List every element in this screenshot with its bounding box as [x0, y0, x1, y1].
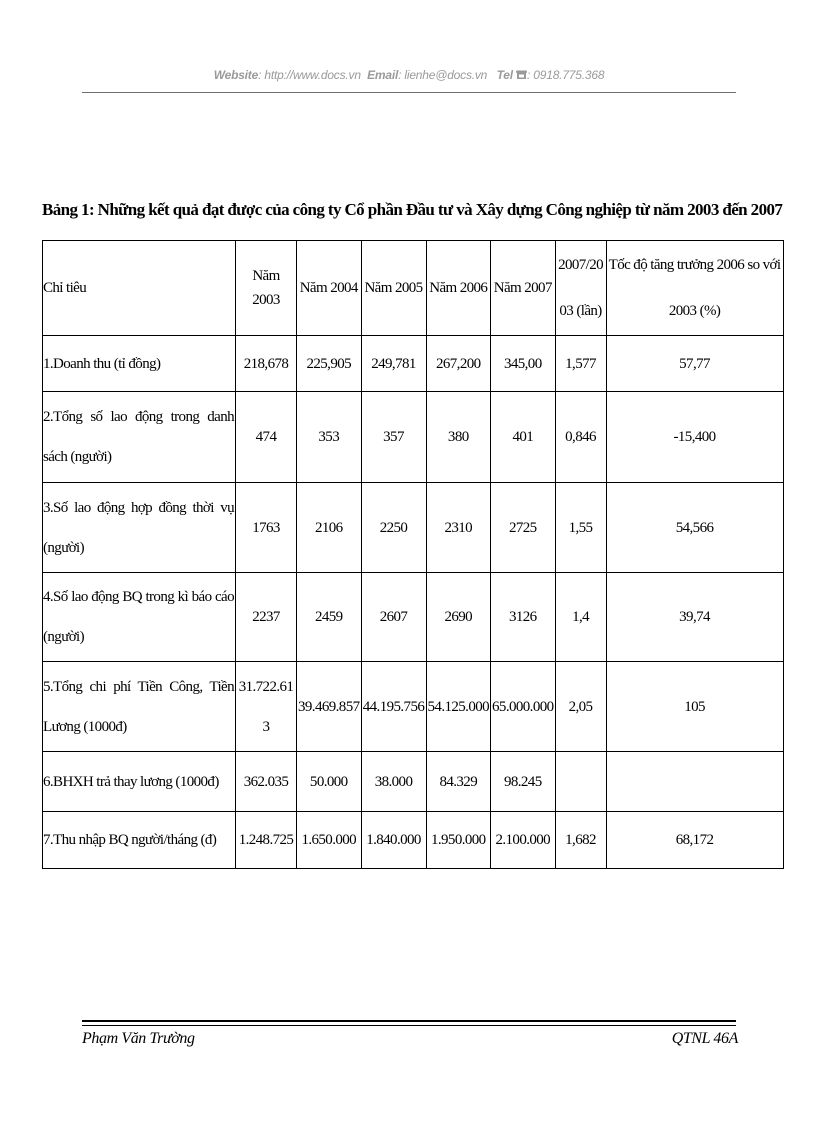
tel-label: Tel [496, 68, 513, 82]
table-cell: 2106 [297, 483, 362, 573]
footer-divider [82, 1020, 736, 1022]
column-header: Năm 2004 [297, 241, 362, 336]
table-cell: 38.000 [361, 752, 426, 812]
table-cell: 68,172 [606, 812, 783, 869]
table-cell: 57,77 [606, 336, 783, 392]
table-cell: 1.950.000 [426, 812, 491, 869]
table-cell: 44.195.756 [361, 662, 426, 752]
table-cell: 31.722.613 [236, 662, 297, 752]
table-cell: 1.248.725 [236, 812, 297, 869]
table-cell: 267,200 [426, 336, 491, 392]
column-header: Năm 2007 [491, 241, 556, 336]
indicator-cell: 1.Doanh thu (tỉ đồng) [43, 336, 236, 392]
column-header: Tốc độ tăng trưởng 2006 so với 2003 (%) [606, 241, 783, 336]
table-cell: -15,400 [606, 392, 783, 483]
table-cell: 225,905 [297, 336, 362, 392]
table-cell: 98.245 [491, 752, 556, 812]
table-cell: 50.000 [297, 752, 362, 812]
table-cell: 65.000.000 [491, 662, 556, 752]
indicator-cell: 5.Tổng chi phí Tiền Công, Tiền Lương (1000đ) [43, 662, 236, 752]
table-row [43, 662, 784, 752]
table-cell: 39,74 [606, 573, 783, 662]
indicator-cell: 4.Số lao động BQ trong kì báo cáo (người) [43, 573, 236, 662]
footer-divider-thin [82, 1025, 736, 1026]
table-cell [606, 752, 783, 812]
table-title: Bảng 1: Những kết quả đạt được của công ty Cổ phần Đầu tư và Xây dựng Công nghiệp từ năm 2003 đến 2007 [42, 200, 783, 219]
table-cell: 0,846 [555, 392, 606, 483]
table-cell: 1,4 [555, 573, 606, 662]
website-label: Website [213, 68, 259, 82]
column-header: 2007/2003 (lần) [555, 241, 606, 336]
table-row [43, 392, 784, 483]
table-cell: 362.035 [236, 752, 297, 812]
tel-value: : 0918.775.368 [527, 68, 605, 82]
email-label: Email [367, 68, 399, 82]
indicator-cell: 7.Thu nhập BQ người/tháng (đ) [43, 812, 236, 869]
table-cell: 54,566 [606, 483, 783, 573]
table-cell: 2310 [426, 483, 491, 573]
table-cell: 2459 [297, 573, 362, 662]
table-cell: 1,577 [555, 336, 606, 392]
table-cell: 54.125.000 [426, 662, 491, 752]
results-table [42, 240, 784, 869]
table-cell: 1.650.000 [297, 812, 362, 869]
table-cell [555, 752, 606, 812]
indicator-cell: 6.BHXH trả thay lương (1000đ) [43, 752, 236, 812]
table-row [43, 573, 784, 662]
table-cell: 1,682 [555, 812, 606, 869]
phone-icon [516, 68, 527, 82]
table-row [43, 812, 784, 869]
page-header [82, 68, 736, 82]
column-header: Năm 2003 [236, 241, 297, 336]
table-cell: 84.329 [426, 752, 491, 812]
table-cell: 2607 [361, 573, 426, 662]
table-cell: 357 [361, 392, 426, 483]
column-header: Năm 2006 [426, 241, 491, 336]
table-cell: 2,05 [555, 662, 606, 752]
table-cell: 105 [606, 662, 783, 752]
email-value: : lienhe@docs.vn [398, 68, 488, 82]
table-cell: 474 [236, 392, 297, 483]
table-cell: 1763 [236, 483, 297, 573]
table-cell: 2250 [361, 483, 426, 573]
column-header: Năm 2005 [361, 241, 426, 336]
table-cell: 380 [426, 392, 491, 483]
indicator-cell: 3.Số lao động hợp đồng thời vụ (người) [43, 483, 236, 573]
table-cell: 2690 [426, 573, 491, 662]
table-cell: 249,781 [361, 336, 426, 392]
header-divider [82, 92, 736, 93]
table-cell: 353 [297, 392, 362, 483]
table-cell: 2237 [236, 573, 297, 662]
table-row [43, 752, 784, 812]
indicator-cell: 2.Tổng số lao động trong danh sách (người) [43, 392, 236, 483]
table-cell: 401 [491, 392, 556, 483]
footer-class-code: QTNL 46A [671, 1030, 738, 1047]
table-cell: 345,00 [491, 336, 556, 392]
table-row [43, 483, 784, 573]
table-row [43, 336, 784, 392]
table-cell: 1,55 [555, 483, 606, 573]
footer-author: Phạm Văn Trường [82, 1030, 195, 1047]
table-cell: 39.469.857 [297, 662, 362, 752]
table-cell: 218,678 [236, 336, 297, 392]
table-cell: 3126 [491, 573, 556, 662]
table-header-row [43, 241, 784, 336]
column-header: Chỉ tiêu [43, 241, 236, 336]
table-cell: 1.840.000 [361, 812, 426, 869]
table-cell: 2725 [491, 483, 556, 573]
website-value: : http://www.docs.vn [258, 68, 361, 82]
table-cell: 2.100.000 [491, 812, 556, 869]
